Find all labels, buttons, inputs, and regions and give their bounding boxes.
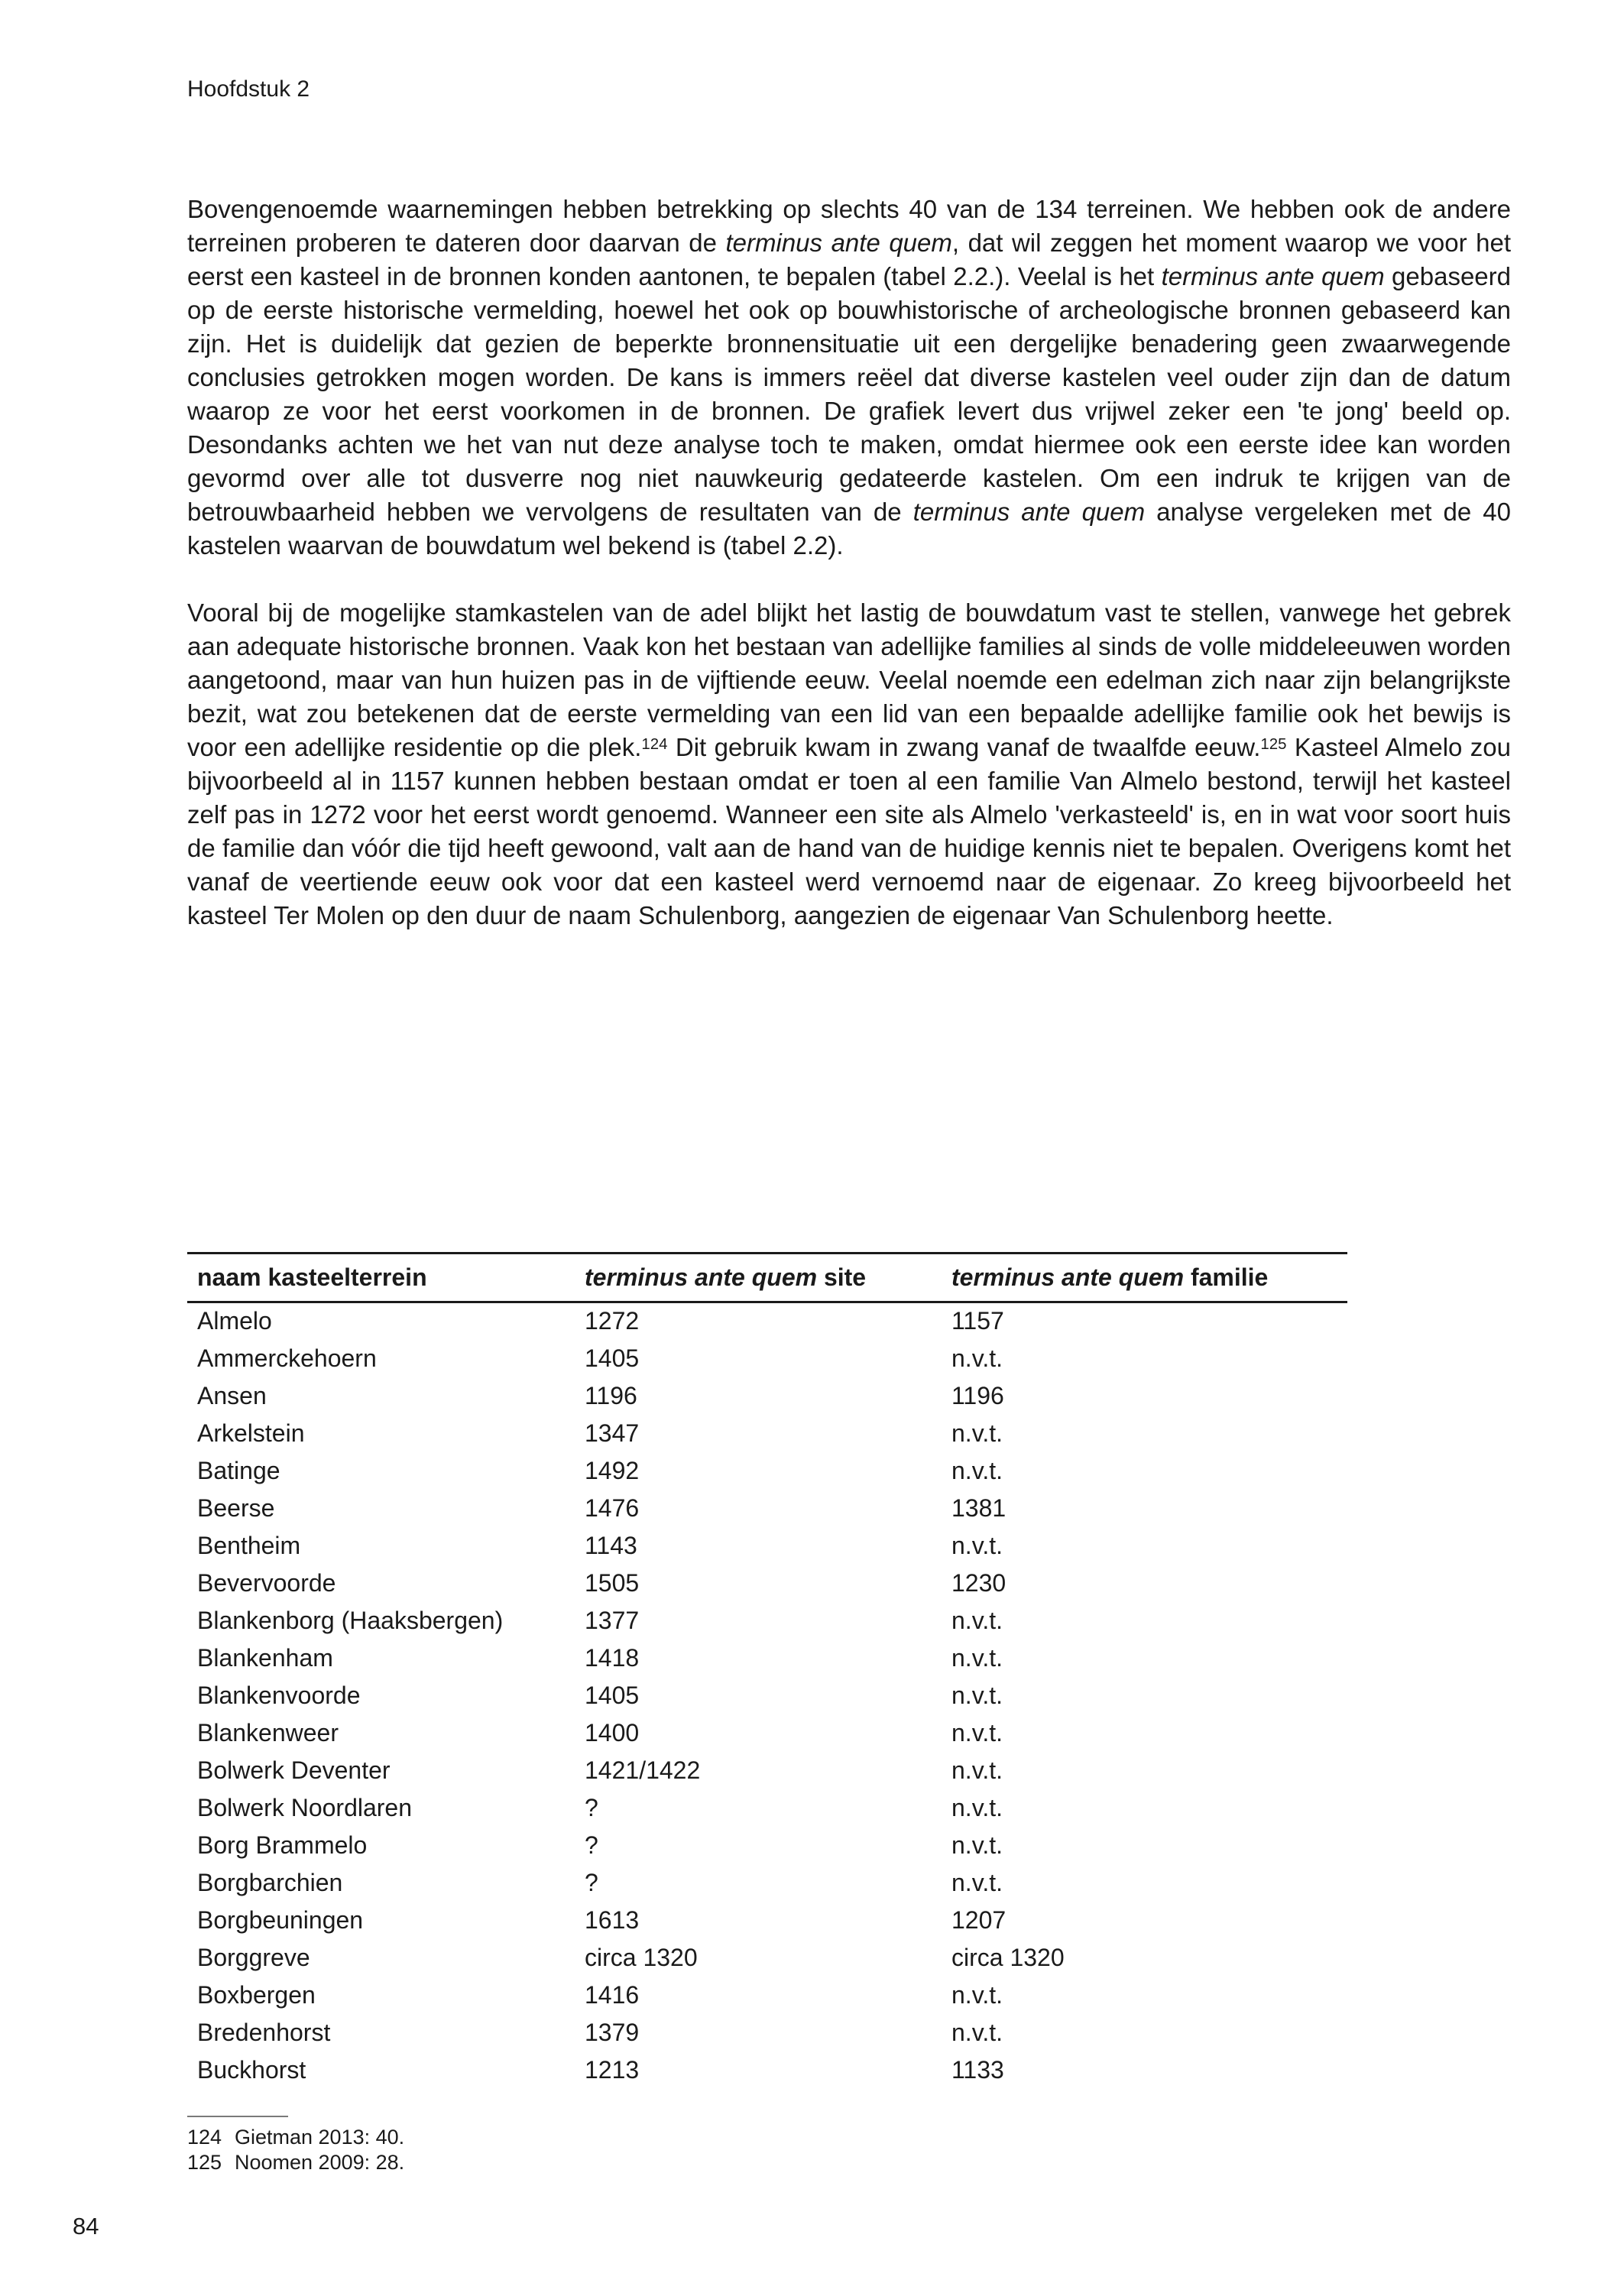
table-header-cell bbox=[575, 1254, 942, 1302]
date-cell: 1505 bbox=[585, 1568, 640, 1597]
table-row bbox=[187, 1602, 1347, 1639]
paragraph-text: Dit gebruik kwam in zwang vanaf de twaalfde eeuw. bbox=[667, 733, 1261, 761]
date-cell: n.v.t. bbox=[951, 1681, 1003, 1709]
paragraph-text: , dat wil zeggen het moment waarop we voor het eerst een kasteel in de bronnen konden aantonen, te bepalen (tabel 2.2.). Veelal is het bbox=[187, 229, 1511, 290]
footnote-reference: 125 bbox=[1260, 735, 1287, 753]
date-cell: 1421/1422 bbox=[585, 1756, 701, 1784]
date-cell: 1418 bbox=[585, 1643, 640, 1672]
paragraph bbox=[187, 596, 1511, 932]
table-header-cell bbox=[942, 1254, 1347, 1302]
page-number: 84 bbox=[73, 2213, 99, 2239]
castle-name-cell: Blankenweer bbox=[197, 1718, 339, 1747]
date-cell: 1416 bbox=[585, 1980, 640, 2009]
date-cell: n.v.t. bbox=[951, 1868, 1003, 1896]
date-cell: circa 1320 bbox=[951, 1943, 1065, 1971]
castle-name-cell: Beerse bbox=[197, 1494, 275, 1522]
chapter-running-header: Hoofdstuk 2 bbox=[187, 76, 310, 102]
castle-name-cell: Ansen bbox=[197, 1381, 267, 1409]
castle-name-cell: Borgbeuningen bbox=[197, 1905, 364, 1934]
footnote-text: Gietman 2013: 40. bbox=[235, 2126, 405, 2149]
date-cell: n.v.t. bbox=[951, 1718, 1003, 1747]
paragraph-text: gebaseerd op de eerste historische vermelding, hoewel het ook op bouwhistorische of archeologische bronnen gebaseerd kan zijn. Het is duidelijk dat gezien de beperkte bronnensituatie uit een dergelijke benadering geen zwaarwegende conclusies getrokken mogen worden. De kans is immers reëel dat diverse kastelen veel ouder zijn dan de datum waarop ze voor het eerst voorkomen in de bronnen. De grafiek levert dus vrijwel zeker een 'te jong' beeld op. Desondanks achten we het van nut deze analyse toch te maken, omdat hiermee ook een eerste idee kan worden gevormd over alle tot dusverre nog niet nauwkeurig gedateerde kastelen. Om een indruk te krijgen van de betrouwbaarheid hebben we vervolgens de resultaten van de bbox=[187, 262, 1511, 526]
table-row bbox=[187, 1827, 1347, 1864]
date-cell: n.v.t. bbox=[951, 1980, 1003, 2009]
footnote bbox=[187, 2125, 404, 2150]
paragraph-text: terminus ante quem bbox=[912, 498, 1146, 526]
castle-name-cell: Blankenham bbox=[197, 1643, 333, 1672]
table-row bbox=[187, 2014, 1347, 2051]
date-cell: 1207 bbox=[951, 1905, 1006, 1934]
paragraph-text: Kasteel Almelo zou bijvoorbeeld al in 1157 kunnen hebben bestaan omdat er toen al een familie Van Almelo bestond, terwijl het kasteel zelf pas in 1272 voor het eerst wordt genoemd. Wanneer een site als Almelo 'verkasteeld' is, en in wat voor soort huis de familie dan vóór die tijd heeft gewoond, valt aan de hand van de huidige kennis niet te bepalen. Overigens komt het vanaf de veertiende eeuw ook voor dat een kasteel werd vernoemd naar de eigenaar. Zo kreeg bijvoorbeeld het kasteel Ter Molen op den duur de naam Schulenborg, aangezien de eigenaar Van Schulenborg heette. bbox=[187, 733, 1511, 929]
castle-name-cell: Borgbarchien bbox=[197, 1868, 343, 1896]
date-cell: ? bbox=[585, 1831, 598, 1859]
footnotes bbox=[187, 2125, 404, 2175]
date-cell: n.v.t. bbox=[951, 1344, 1003, 1372]
paragraph-text: analyse vergeleken met de 40 kastelen waarvan de bouwdatum wel bekend is (tabel 2.2). bbox=[187, 498, 1511, 559]
date-cell: 1196 bbox=[951, 1381, 1004, 1409]
date-cell: 1379 bbox=[585, 2018, 640, 2046]
date-cell: 1405 bbox=[585, 1681, 640, 1709]
table-row bbox=[187, 1377, 1347, 1415]
date-cell: 1400 bbox=[585, 1718, 640, 1747]
table-header-cell bbox=[187, 1254, 575, 1302]
footnote-number: 125 bbox=[187, 2151, 222, 2174]
table-row bbox=[187, 1302, 1347, 1340]
castle-name-cell: Boxbergen bbox=[197, 1980, 316, 2009]
date-cell: 1381 bbox=[951, 1494, 1006, 1522]
table-row bbox=[187, 1340, 1347, 1377]
table-header-row bbox=[187, 1254, 1347, 1302]
castle-name-cell: Blankenborg (Haaksbergen) bbox=[197, 1606, 504, 1634]
table-header-text: site bbox=[817, 1263, 867, 1291]
table-row bbox=[187, 1977, 1347, 2014]
date-cell: circa 1320 bbox=[585, 1943, 698, 1971]
date-cell: 1230 bbox=[951, 1568, 1006, 1597]
date-cell: 1613 bbox=[585, 1905, 640, 1934]
footnote-text: Noomen 2009: 28. bbox=[235, 2151, 405, 2174]
body-paragraphs bbox=[187, 193, 1511, 966]
table-row bbox=[187, 1677, 1347, 1714]
paragraph-text: Bovengenoemde waarnemingen hebben betrekking op slechts 40 van de 134 terreinen. We hebben ook de andere terreinen proberen te dateren door daarvan de bbox=[187, 195, 1511, 257]
date-cell: n.v.t. bbox=[951, 1756, 1003, 1784]
castle-name-cell: Arkelstein bbox=[197, 1419, 305, 1447]
date-cell: ? bbox=[585, 1868, 598, 1896]
castle-name-cell: Almelo bbox=[197, 1307, 272, 1335]
castle-name-cell: Batinge bbox=[197, 1456, 280, 1484]
table-row bbox=[187, 1752, 1347, 1789]
date-cell: 1347 bbox=[585, 1419, 640, 1447]
date-cell: 1272 bbox=[585, 1307, 640, 1335]
table-header-text: terminus ante quem bbox=[585, 1263, 818, 1291]
footnote bbox=[187, 2150, 404, 2175]
castle-name-cell: Borg Brammelo bbox=[197, 1831, 368, 1859]
table-row bbox=[187, 1714, 1347, 1752]
castle-name-cell: Bredenhorst bbox=[197, 2018, 331, 2046]
date-cell: n.v.t. bbox=[951, 1793, 1003, 1821]
table-row bbox=[187, 1639, 1347, 1677]
castle-name-cell: Ammerckehoern bbox=[197, 1344, 377, 1372]
footnote-number: 124 bbox=[187, 2126, 222, 2149]
table-body bbox=[187, 1302, 1347, 2089]
castle-name-cell: Bolwerk Deventer bbox=[197, 1756, 391, 1784]
date-cell: 1405 bbox=[585, 1344, 640, 1372]
footnote-separator bbox=[187, 2116, 288, 2117]
date-cell: n.v.t. bbox=[951, 1606, 1003, 1634]
date-cell: n.v.t. bbox=[951, 1456, 1003, 1484]
table-row bbox=[187, 1452, 1347, 1490]
paragraph-text: terminus ante quem bbox=[1161, 262, 1385, 290]
date-cell: 1213 bbox=[585, 2055, 640, 2084]
paragraph-text: terminus ante quem bbox=[725, 229, 952, 257]
castle-name-cell: Borggreve bbox=[197, 1943, 310, 1971]
date-cell: 1377 bbox=[585, 1606, 640, 1634]
table-row bbox=[187, 1789, 1347, 1827]
date-cell: 1133 bbox=[951, 2055, 1004, 2084]
table-header-text: familie bbox=[1184, 1263, 1269, 1291]
paragraph bbox=[187, 193, 1511, 563]
castle-name-cell: Buckhorst bbox=[197, 2055, 306, 2084]
date-cell: 1143 bbox=[585, 1531, 637, 1559]
table-row bbox=[187, 1565, 1347, 1602]
castle-name-cell: Bentheim bbox=[197, 1531, 301, 1559]
date-cell: n.v.t. bbox=[951, 2018, 1003, 2046]
table-row bbox=[187, 1939, 1347, 1977]
table-row bbox=[187, 1902, 1347, 1939]
date-cell: n.v.t. bbox=[951, 1831, 1003, 1859]
table-row bbox=[187, 1490, 1347, 1527]
table-header-text: naam kasteelterrein bbox=[197, 1263, 427, 1291]
castle-name-cell: Bolwerk Noordlaren bbox=[197, 1793, 413, 1821]
paragraph-text: Vooral bij de mogelijke stamkastelen van de adel blijkt het lastig de bouwdatum vast te stellen, vanwege het gebrek aan adequate historische bronnen. Vaak kon het bestaan van adellijke families al sinds de volle middeleeuwen worden aangetoond, maar van hun huizen pas in de vijftiende eeuw. Veelal noemde een edelman zich naar zijn belangrijkste bezit, wat zou betekenen dat de eerste vermelding van een lid van een bepaalde adellijke familie ook het bewijs is voor een adellijke residentie op die plek. bbox=[187, 598, 1511, 761]
date-cell: n.v.t. bbox=[951, 1643, 1003, 1672]
date-cell: n.v.t. bbox=[951, 1531, 1003, 1559]
date-cell: ? bbox=[585, 1793, 598, 1821]
date-cell: 1476 bbox=[585, 1494, 640, 1522]
date-cell: 1157 bbox=[951, 1307, 1004, 1335]
date-cell: 1492 bbox=[585, 1456, 640, 1484]
date-cell: 1196 bbox=[585, 1381, 637, 1409]
castle-name-cell: Bevervoorde bbox=[197, 1568, 336, 1597]
castle-date-table bbox=[187, 1252, 1347, 2089]
table-row bbox=[187, 1864, 1347, 1902]
castle-name-cell: Blankenvoorde bbox=[197, 1681, 361, 1709]
table-row bbox=[187, 2051, 1347, 2089]
table-row bbox=[187, 1527, 1347, 1565]
table-header-text: terminus ante quem bbox=[951, 1263, 1185, 1291]
date-cell: n.v.t. bbox=[951, 1419, 1003, 1447]
footnote-reference: 124 bbox=[641, 735, 668, 753]
table-row bbox=[187, 1415, 1347, 1452]
